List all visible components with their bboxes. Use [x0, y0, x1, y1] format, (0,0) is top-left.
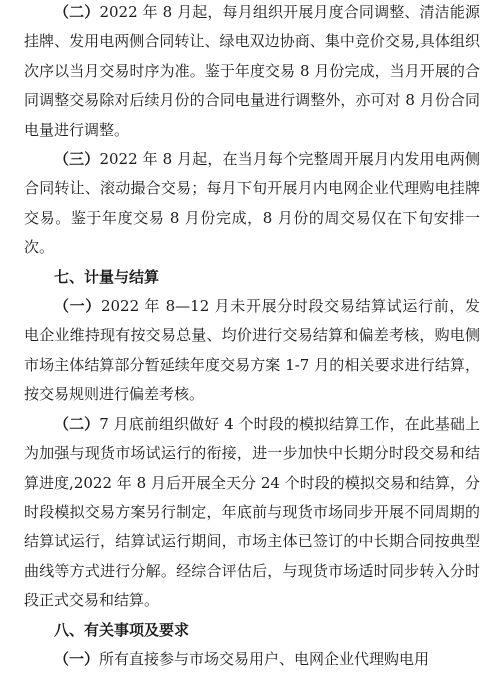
section-heading-related-matters: 八、有关事项及要求: [54, 620, 190, 639]
paragraph-text: 2022 年 8 月起，每月组织开展月度合同调整、清洁能源挂牌、发用电两侧合同转让、绿电双边协商、集中竞价交易,具体组织次序以当月交易时序为准。鉴于年度交易 8 月份完成，当月开展的合同调整交易除对后续月份的合同电量进行调整外，亦可对 8 月份合同电量进行调整。: [24, 3, 480, 139]
document-body: [24, 0, 480, 674]
paragraph-text: 所有直接参与市场交易用户、电网企业代理购电用: [99, 649, 430, 668]
item-number: （二）: [54, 414, 100, 433]
paragraph-simulated-settlement: [24, 410, 480, 616]
item-number: （三）: [54, 150, 100, 169]
paragraph-text: 7 月底前组织做好 4 个时段的模拟结算工作，在此基础上为加强与现货市场试运行的衔接，进一步加快中长期分时段交易和结算进度,2022 年 8 月后开展全天分 24 个时段的模拟交易和结算，分时段模拟交易方案另行制定，年底前与现货市场同步开展不同周期的结算试运行，结算试运行期间，市场主体已签订的中长期合同按典型曲线等方式进行分解。经综合评估后，与现货市场适时同步转入分时段正式交易和结算。: [24, 414, 480, 610]
paragraph-text: 2022 年 8 月起，在当月每个完整周开展月内发用电两侧合同转让、滚动撮合交易；每月下旬开展月内电网企业代理购电挂牌交易。鉴于年度交易 8 月份完成，8 月份的周交易仅在下旬安排一次。: [24, 150, 480, 257]
paragraph-text: 2022 年 8—12 月未开展分时段交易结算试运行前，发电企业维持现有按交易总量、均价进行交易结算和偏差考核，购电侧市场主体结算部分暂延续年度交易方案 1-7 月的相关要求进行结算，按交易规则进行偏差考核。: [24, 297, 480, 404]
paragraph-monthly-trading: [24, 0, 480, 145]
item-number: （一）: [54, 649, 100, 668]
section-heading-metering-settlement: 七、计量与结算: [54, 267, 160, 286]
item-number: （一）: [54, 297, 101, 316]
paragraph-market-users: [24, 645, 480, 674]
item-number: （二）: [54, 3, 100, 21]
paragraph-weekly-trading: [24, 145, 480, 263]
paragraph-settlement-before-trial: [24, 292, 480, 410]
